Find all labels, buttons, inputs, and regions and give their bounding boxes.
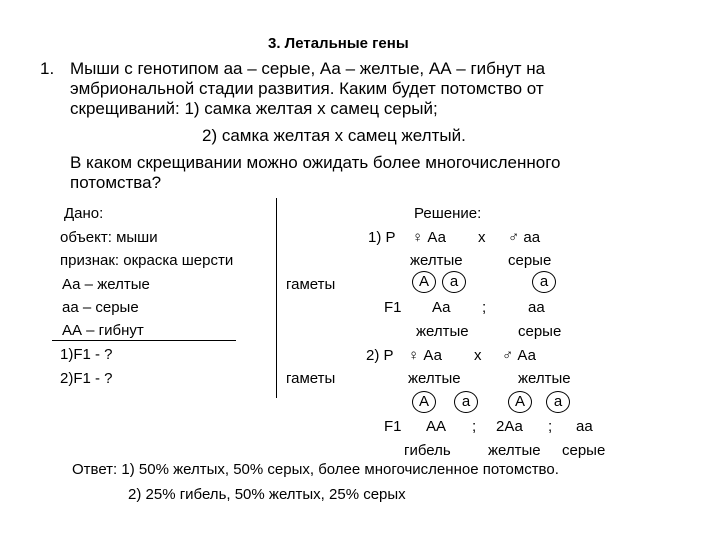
given-lethal: АА – гибнут [62,322,144,339]
cross1-offspring-2-pheno: серые [518,323,562,340]
cross2-f1: F1 [384,418,402,435]
cross2-female: ♀ Аа [408,347,442,364]
given-trait: признак: окраска шерсти [60,252,234,269]
task-number: 1. [40,59,55,78]
page-title: 3. Летальные гены [268,35,409,52]
task-line-3: скрещиваний: 1) самка желтая х самец серый; [70,99,438,118]
cross2-male-pheno: желтые [518,370,571,387]
cross2-gamete-4: а [546,391,570,413]
given-divider [52,340,236,341]
cross1-gametes-label: гаметы [286,276,336,293]
task-line-1: Мыши с генотипом аа – серые, Аа – желтые, АА – гибнут на [70,59,546,78]
cross2-female-pheno: желтые [408,370,461,387]
given-find-2: 2)F1 - ? [60,370,113,387]
cross2-offspring-2-pheno: желтые [488,442,541,459]
cross2-gamete-2: а [454,391,478,413]
cross1-offspring-2: аа [528,299,545,316]
cross1-female-pheno: желтые [410,252,463,269]
cross2-offspring-3-pheno: серые [562,442,606,459]
cross1-offspring-1-pheno: желтые [416,323,469,340]
cross2-separator-1: ; [472,418,477,435]
given-gray: аа – серые [62,299,139,316]
cross2-offspring-2: 2Аа [496,418,523,435]
cross2-offspring-1-pheno: гибель [404,442,451,459]
given-yellow: Аа – желтые [62,276,150,293]
cross1-x: х [478,229,486,246]
task-line-2: эмбриональной стадии развития. Каким будет потомство от [70,79,544,98]
given-object: объект: мыши [60,229,158,246]
cross1-p: 1) Р [368,229,396,246]
cross2-offspring-3: аа [576,418,593,435]
cross2-gametes-label: гаметы [286,370,336,387]
cross1-offspring-1: Аа [432,299,451,316]
cross1-male: ♂ аа [508,229,541,246]
cross2-separator-2: ; [548,418,553,435]
vertical-divider [276,198,277,398]
given-find-1: 1)F1 - ? [60,346,113,363]
cross1-gamete-1: А [412,271,436,293]
cross1-f1: F1 [384,299,402,316]
solution-header: Решение: [414,205,482,222]
cross1-gamete-3: а [532,271,556,293]
question-line-2: потомства? [70,173,162,192]
cross2-male: ♂ Аа [502,347,536,364]
answer-line-2: 2) 25% гибель, 50% желтых, 25% серых [128,486,406,503]
question-line-1: В каком скрещивании можно ожидать более многочисленного [70,153,561,172]
answer-line-1: Ответ: 1) 50% желтых, 50% серых, более многочисленное потомство. [72,461,559,478]
given-header: Дано: [64,205,104,222]
cross2-gamete-3: А [508,391,532,413]
cross2-x: х [474,347,482,364]
cross1-male-pheno: серые [508,252,552,269]
cross2-p: 2) Р [366,347,394,364]
cross1-gamete-2: а [442,271,466,293]
cross1-separator: ; [482,299,487,316]
cross2-offspring-1: АА [426,418,447,435]
task-line-4: 2) самка желтая х самец желтый. [202,126,466,145]
cross2-gamete-1: А [412,391,436,413]
cross1-female: ♀ Аа [412,229,446,246]
